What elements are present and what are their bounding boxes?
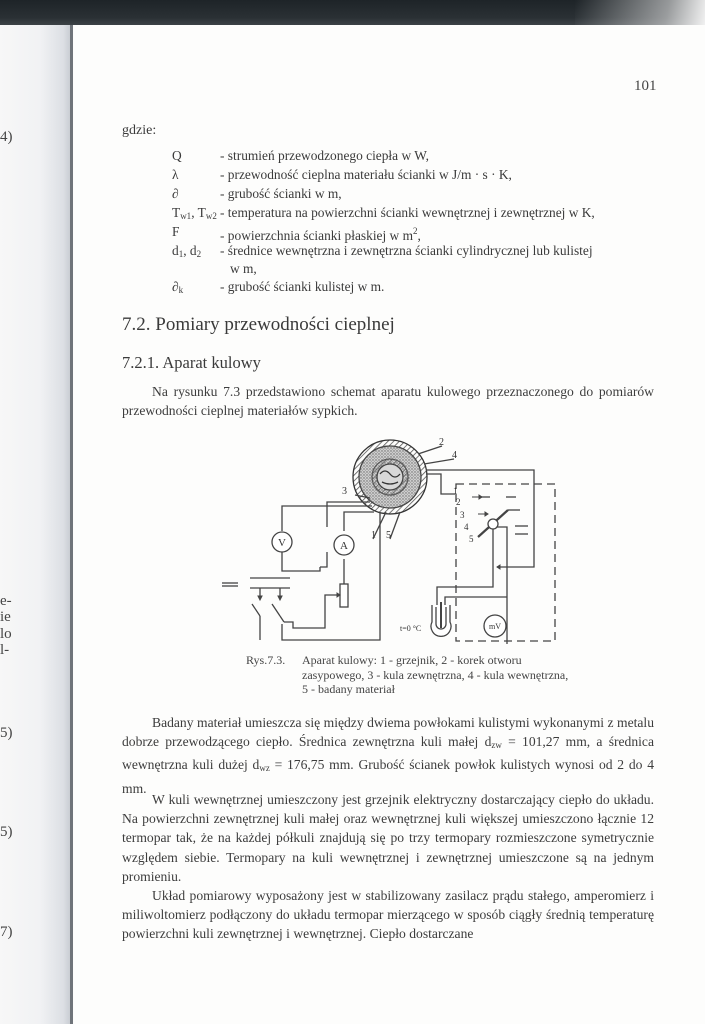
- sphere-apparatus: [353, 440, 427, 514]
- subsection-heading: 7.2.1. Aparat kulowy: [122, 353, 261, 372]
- definition-text: - temperatura na powierzchni ścianki wewnętrznej i zewnętrznej w K,: [220, 205, 595, 220]
- definition-symbol: [172, 203, 220, 222]
- ammeter-label: A: [340, 540, 348, 552]
- ammeter-icon: [334, 535, 354, 555]
- paragraph-text: = 176,75 mm. Grubość ścianek powłok kulistych wynosi od 2 do 4 mm.: [122, 757, 655, 796]
- definition-text-main: - powierzchnia ścianki płaskiej w m: [220, 228, 413, 243]
- left-page-fragment: 4): [0, 129, 13, 145]
- label-plug: 2: [439, 437, 444, 448]
- symbol-main: , d: [183, 243, 197, 258]
- symbol-subscript: k: [178, 285, 184, 295]
- paragraph-text: Badany materiał umieszcza się między dwiema powłokami kulistymi wykonanymi z metalu dobrze przewodzącego ciepło. Średnica zewnętrzna kuli małej d: [122, 715, 654, 750]
- label-material: 5: [386, 530, 391, 541]
- switch-label-2: 2: [456, 497, 461, 507]
- label-heater: 1: [371, 530, 376, 541]
- body-paragraph: Układ pomiarowy wyposażony jest w stabilizowany zasilacz prądu stałego, amperomierz i miliwoltomierz podłączony do układu termopar mierzącego w sposób ciągły średnią temperaturę powierzchni kuli zewnętrznej i wewnętrznej. Ciepło dostarczane: [122, 888, 654, 942]
- definition-symbol: λ: [172, 167, 179, 182]
- definition-row: [172, 146, 672, 165]
- left-page-fragment: ie: [0, 609, 11, 625]
- symbol-definitions: [172, 146, 672, 296]
- symbol-main: T: [172, 205, 181, 220]
- dewar-flask-icon: [431, 602, 451, 636]
- left-page-fragment: 7): [0, 924, 13, 940]
- definition-symbol: ∂: [172, 186, 179, 201]
- scanner-edge-glare: [575, 0, 705, 28]
- switch-label-1: 1: [453, 486, 458, 496]
- millivoltmeter-label: mV: [489, 622, 501, 631]
- book-spine: [70, 25, 73, 1024]
- subscript: wz: [259, 763, 270, 774]
- millivoltmeter-icon: [484, 615, 506, 637]
- definition-row: [172, 241, 672, 260]
- dc-symbol-label: ==: [210, 432, 212, 433]
- definition-symbol-empty: [172, 260, 220, 277]
- symbol-subscript: 2: [196, 249, 202, 259]
- definition-row: [172, 222, 672, 241]
- definition-text: - średnice wewnętrzna i zewnętrzna ścianki cylindrycznej lub kulistej: [220, 243, 593, 258]
- intro-paragraph: Na rysunku 7.3 przedstawiono schemat aparatu kulowego przeznaczonego do pomiarów przewodności cieplnej materiałów sypkich.: [122, 384, 654, 419]
- ball-apparatus-diagram: [210, 432, 570, 647]
- switch-label-4: 4: [464, 522, 469, 532]
- label-inner-sphere: 4: [452, 450, 457, 461]
- body-paragraph: W kuli wewnętrznej umieszczony jest grzejnik elektryczny dostarczający ciepło do układu. Na powierzchni zewnętrznej kuli małej oraz wewnętrznej kuli większej umieszczono łącznie 12 termopar tak, że na każdej półkuli znajdują się po trzy termopary rozmieszczone symetrycznie względem siebie. Termopary na kuli wewnętrznej i zewnętrznej umieszczone są na jednym promieniu.: [122, 792, 654, 884]
- symbol-subscript: w1: [180, 211, 192, 221]
- definition-symbol: F: [172, 224, 180, 239]
- definition-text: w m,: [230, 261, 257, 276]
- definition-text: - grubość ścianki w m,: [220, 186, 342, 201]
- definition-text: - przewodność cieplna materiału ścianki w J/m · s · K,: [220, 167, 512, 182]
- body-paragraph: [122, 713, 654, 798]
- section-heading: 7.2. Pomiary przewodności cieplnej: [122, 314, 395, 335]
- definition-text: - strumień przewodzonego ciepła w W,: [220, 148, 429, 163]
- page-number: 101: [634, 78, 657, 94]
- left-page-fragment: 5): [0, 725, 13, 741]
- switch-label-3: 3: [460, 510, 465, 520]
- definitions-intro: gdzie:: [122, 123, 157, 138]
- symbol-main: , T: [191, 205, 206, 220]
- definition-row: [172, 165, 672, 184]
- definition-row: [172, 184, 672, 203]
- reference-temperature-label: t=0 °C: [400, 624, 422, 633]
- symbol-subscript: 1: [178, 249, 184, 259]
- left-page-fragment: l-: [0, 642, 10, 658]
- label-outer-sphere: 3: [342, 486, 347, 497]
- figure-caption-label: Rys.7.3.: [246, 653, 286, 667]
- switch-label-5: 5: [469, 534, 474, 544]
- paragraph-text: = 101,27 mm, a średnica wewnętrzna kuli dużej d: [122, 734, 654, 773]
- definition-text-end: ,: [417, 228, 421, 243]
- symbol-subscript: w2: [205, 211, 217, 221]
- definition-row: [172, 203, 672, 222]
- left-page-fragment: e-: [0, 593, 12, 609]
- voltmeter-icon: [272, 532, 292, 552]
- left-page-fragment: lo: [0, 626, 12, 642]
- definition-text: - grubość ścianki kulistej w m.: [220, 279, 385, 294]
- figure-caption-text: Aparat kulowy: 1 - grzejnik, 2 - korek otworu zasypowego, 3 - kula zewnętrzna, 4 - kula wewnętrzna, 5 - badany materiał: [302, 653, 569, 696]
- superscript: 2: [413, 226, 418, 236]
- definition-symbol: [172, 277, 220, 296]
- definition-row: [172, 277, 672, 296]
- definition-text: [220, 222, 672, 241]
- left-page-margin: [0, 25, 72, 1024]
- definition-row-continuation: [172, 260, 672, 277]
- symbol-main: d: [172, 243, 179, 258]
- voltmeter-label: V: [278, 537, 286, 549]
- symbol-main: ∂: [172, 279, 179, 294]
- definition-symbol: [172, 241, 220, 260]
- left-page-fragment: 5): [0, 824, 13, 840]
- definition-symbol: Q: [172, 148, 182, 163]
- subscript: zw: [491, 740, 502, 751]
